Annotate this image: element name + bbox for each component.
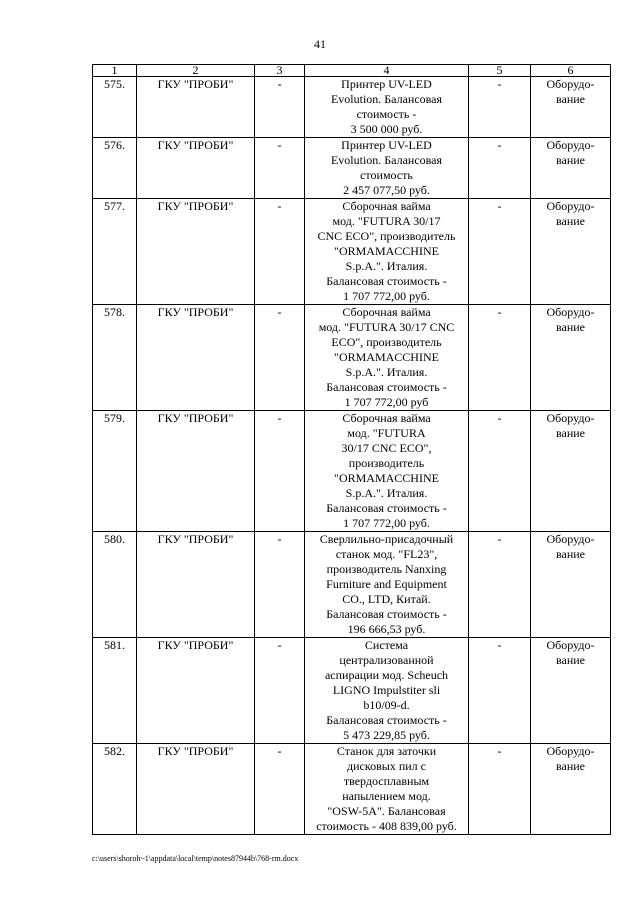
type-cell: Оборудо- вание	[531, 138, 611, 199]
table-header-row	[93, 65, 611, 77]
description-cell: Сборочная вайма мод. "FUTURA 30/17 CNC ECO", производитель "ORMAMACCHINE S.p.A.". Италия. Балансовая стоимость - 1 707 772,00 руб.	[305, 199, 469, 305]
property-table	[92, 64, 611, 835]
row-number: 579.	[93, 411, 137, 532]
row-number: 576.	[93, 138, 137, 199]
type-cell: Оборудо- вание	[531, 638, 611, 744]
column-header: 5	[469, 65, 531, 77]
row-number: 575.	[93, 77, 137, 138]
column3-cell: -	[255, 532, 305, 638]
column3-cell: -	[255, 411, 305, 532]
column5-cell: -	[469, 77, 531, 138]
type-cell: Оборудо- вание	[531, 411, 611, 532]
type-cell: Оборудо- вание	[531, 199, 611, 305]
column5-cell: -	[469, 638, 531, 744]
description-cell: Принтер UV-LED Evolution. Балансовая стоимость 2 457 077,50 руб.	[305, 138, 469, 199]
type-cell: Оборудо- вание	[531, 77, 611, 138]
column3-cell: -	[255, 199, 305, 305]
column-header: 2	[137, 65, 255, 77]
column-header: 1	[93, 65, 137, 77]
description-cell: Станок для заточки дисковых пил с твердосплавным напылением мод. "OSW-5A". Балансовая стоимость - 408 839,00 руб.	[305, 744, 469, 835]
row-number: 581.	[93, 638, 137, 744]
description-cell: Сверлильно-присадочный станок мод. "FL23", производитель Nanxing Furniture and Equipment CO., LTD, Китай. Балансовая стоимость - 196 666,53 руб.	[305, 532, 469, 638]
column-header: 6	[531, 65, 611, 77]
column3-cell: -	[255, 77, 305, 138]
organization-cell: ГКУ "ПРОБИ"	[137, 744, 255, 835]
organization-cell: ГКУ "ПРОБИ"	[137, 638, 255, 744]
column5-cell: -	[469, 744, 531, 835]
type-cell: Оборудо- вание	[531, 532, 611, 638]
organization-cell: ГКУ "ПРОБИ"	[137, 411, 255, 532]
row-number: 582.	[93, 744, 137, 835]
table-row	[93, 744, 611, 835]
row-number: 580.	[93, 532, 137, 638]
table-row	[93, 138, 611, 199]
organization-cell: ГКУ "ПРОБИ"	[137, 305, 255, 411]
type-cell: Оборудо- вание	[531, 305, 611, 411]
description-cell: Система централизованной аспирации мод. Scheuch LIGNO Impulstiter sli b10/09-d. Балансовая стоимость - 5 473 229,85 руб.	[305, 638, 469, 744]
column5-cell: -	[469, 411, 531, 532]
organization-cell: ГКУ "ПРОБИ"	[137, 199, 255, 305]
table-row	[93, 305, 611, 411]
row-number: 577.	[93, 199, 137, 305]
column5-cell: -	[469, 199, 531, 305]
document-file-path: c:\users\shoroh~1\appdata\local\temp\notes87944b\768-rm.docx	[92, 854, 299, 863]
description-cell: Принтер UV-LED Evolution. Балансовая стоимость - 3 500 000 руб.	[305, 77, 469, 138]
column-header: 4	[305, 65, 469, 77]
table-row	[93, 411, 611, 532]
column5-cell: -	[469, 532, 531, 638]
organization-cell: ГКУ "ПРОБИ"	[137, 138, 255, 199]
row-number: 578.	[93, 305, 137, 411]
type-cell: Оборудо- вание	[531, 744, 611, 835]
column-header: 3	[255, 65, 305, 77]
column3-cell: -	[255, 138, 305, 199]
column5-cell: -	[469, 305, 531, 411]
table-row	[93, 638, 611, 744]
table-row	[93, 532, 611, 638]
table-row	[93, 199, 611, 305]
column3-cell: -	[255, 744, 305, 835]
column5-cell: -	[469, 138, 531, 199]
column3-cell: -	[255, 305, 305, 411]
table-row	[93, 77, 611, 138]
description-cell: Сборочная вайма мод. "FUTURA 30/17 CNC ECO", производитель "ORMAMACCHINE S.p.A.". Италия. Балансовая стоимость - 1 707 772,00 руб.	[305, 411, 469, 532]
page-number: 41	[314, 37, 326, 51]
column3-cell: -	[255, 638, 305, 744]
description-cell: Сборочная вайма мод. "FUTURA 30/17 CNC ECO", производитель "ORMAMACCHINE S.p.A.". Италия. Балансовая стоимость - 1 707 772,00 руб	[305, 305, 469, 411]
organization-cell: ГКУ "ПРОБИ"	[137, 532, 255, 638]
organization-cell: ГКУ "ПРОБИ"	[137, 77, 255, 138]
